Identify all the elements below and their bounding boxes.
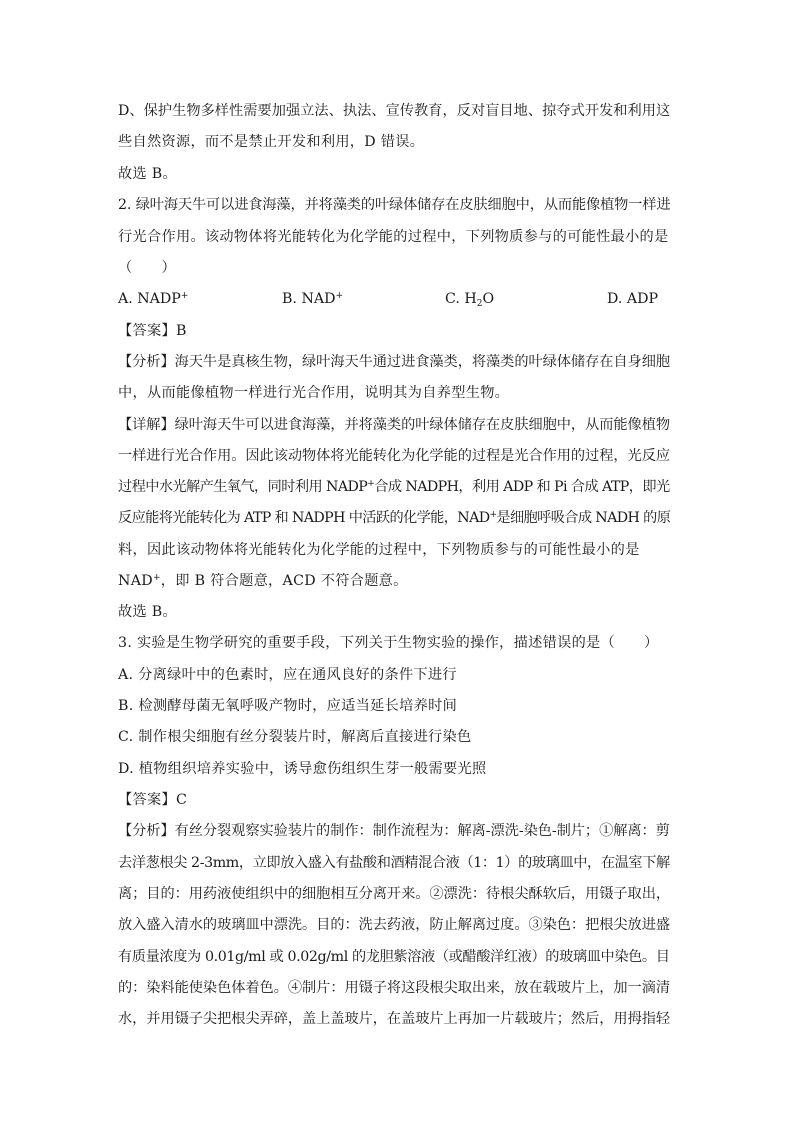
question-3-line: 3. 实验是生物学研究的重要手段，下列关于生物实验的操作，描述错误的是（ ） [118, 635, 659, 651]
option-c: C. $H_2O$ [445, 291, 495, 309]
analysis-line: 有质量浓度为 0.01g/ml 或 0.02g/ml 的龙胆紫溶液（或醋酸洋红液）的玻璃皿中染色。目 [118, 949, 670, 965]
analysis-line: 【分析】有丝分裂观察实验装片的制作：制作流程为：解离-漂洗-染色-制片；①解离：剪 [118, 823, 670, 839]
question-2-line: 行光合作用。该动物体将光能转化为化学能的过程中，下列物质参与的可能性最小的是 [118, 229, 669, 245]
analysis-line: 【分析】海天牛是真核生物，绿叶海天牛通过进食藻类，将藻类的叶绿体储存在自身细胞 [118, 354, 671, 370]
answer-line: 【答案】C [118, 792, 188, 808]
option-c: C. 制作根尖细胞有丝分裂装片时，解离后直接进行染色 [118, 729, 472, 745]
analysis-line: 中，从而能像植物一样进行光合作用，说明其为自养型生物。 [118, 385, 510, 401]
option-a: A. NADP+ [118, 291, 189, 307]
text-line: D、保护生物多样性需要加强立法、执法、宣传教育，反对盲目地、掠夺式开发和利用这 [118, 103, 671, 119]
text-line: 故选 B。 [118, 604, 177, 620]
analysis-line: 的：染料能使染色体着色。④制片：用镊子将这段根尖取出来，放在载玻片上，加一滴清 [118, 980, 671, 996]
option-d: D. ADP [607, 291, 659, 307]
option-d: D. 植物组织培养实验中，诱导愈伤组织生芽一般需要光照 [118, 761, 487, 777]
explanation-line: 料，因此该动物体将光能转化为化学能的过程中，下列物质参与的可能性最小的是 [118, 542, 640, 558]
analysis-line: 去洋葱根尖 2-3mm，立即放入盛入有盐酸和酒精混合液（1：1）的玻璃皿中，在温室下解 [118, 855, 670, 871]
option-b: B. NAD+ [282, 291, 344, 307]
question-2-bracket: （ ） [118, 260, 176, 276]
analysis-line: 水，并用镊子尖把根尖弄碎，盖上盖玻片，在盖玻片上再加一片载玻片；然后，用拇指轻 [118, 1011, 671, 1027]
explanation-line: 反应能将光能转化为 ATP 和 NADPH 中活跃的化学能，NAD+是细胞呼吸合成 NADH 的原 [118, 510, 671, 526]
option-b: B. 检测酵母菌无氧呼吸产物时，应适当延长培养时间 [118, 698, 458, 714]
explanation-line: 【详解】绿叶海天牛可以进食海藻，并将藻类的叶绿体储存在皮肤细胞中，从而能像植物 [118, 417, 671, 433]
option-a: A. 分离绿叶中的色素时，应在通风良好的条件下进行 [118, 667, 457, 683]
analysis-line: 离；目的：用药液使组织中的细胞相互分离开来。②漂洗：待根尖酥软后，用镊子取出， [118, 886, 671, 902]
text-line: 些自然资源，而不是禁止开发和利用，D 错误。 [118, 134, 425, 150]
question-2-line: 2. 绿叶海天牛可以进食海藻，并将藻类的叶绿体储存在皮肤细胞中，从而能像植物一样进 [118, 197, 671, 213]
explanation-line: 过程中水光解产生氧气，同时利用 NADP+合成 NADPH，利用 ADP 和 Pi 合成 ATP，即光 [118, 479, 670, 495]
answer-line: 【答案】B [118, 323, 187, 339]
explanation-line: NAD+，即 B 符合题意，ACD 不符合题意。 [118, 573, 408, 589]
text-line: 故选 B。 [118, 166, 177, 182]
analysis-line: 放入盛入清水的玻璃皿中漂洗。目的：洗去药液，防止解离过度。③染色：把根尖放进盛 [118, 917, 671, 933]
explanation-line: 一样进行光合作用。因此该动物体将光能转化为化学能的过程是光合作用的过程，光反应 [118, 448, 671, 464]
